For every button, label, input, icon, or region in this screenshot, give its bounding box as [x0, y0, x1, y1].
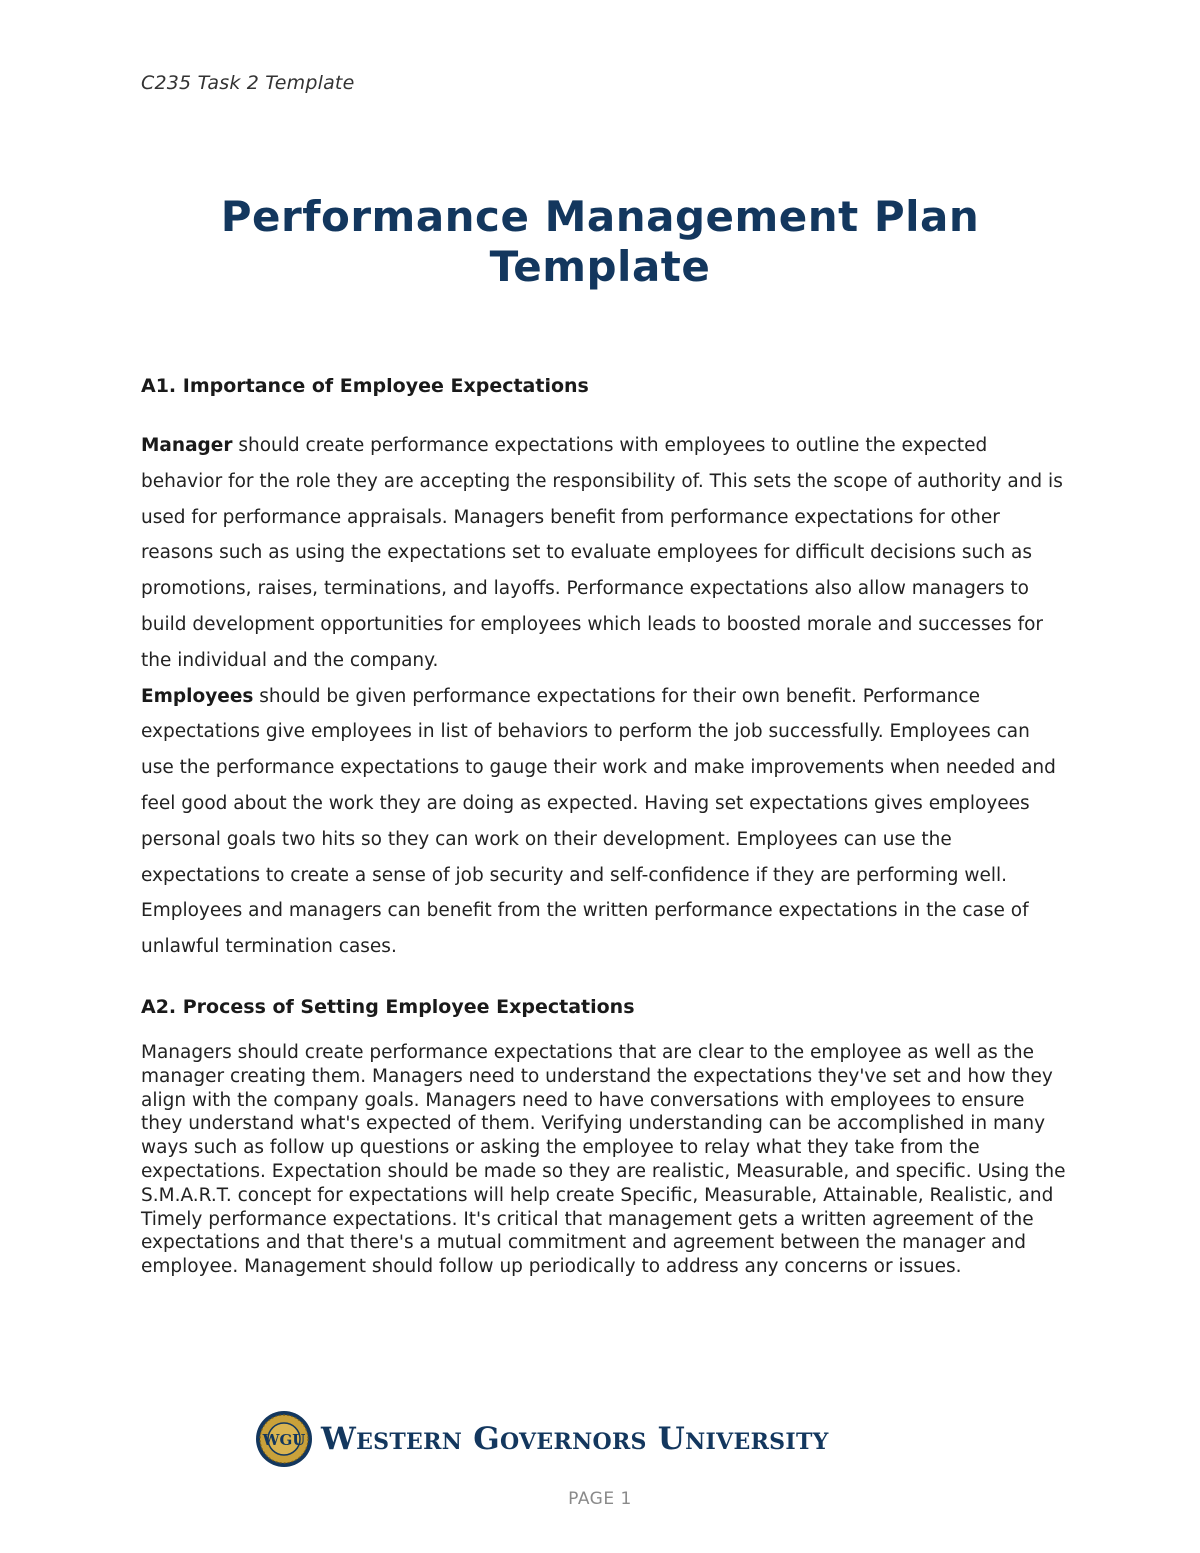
- page-title-line-2: Template: [489, 242, 711, 291]
- section-heading-a1: A1. Importance of Employee Expectations: [141, 375, 589, 397]
- section-heading-a2: A2. Process of Setting Employee Expectations: [141, 996, 635, 1018]
- paragraph-process: Managers should create performance expectations that are clear to the employee as well as the manager creating them. Managers need to understand the expectations they've set and how they align with the company goals. Managers need to have conversations with employees to ensure they understand what's expected of them. Verifying understanding can be accomplished in many ways such as follow up questions or asking the employee to relay what they take from the expectations. Expectation should be made so they are realistic, Measurable, and specific. Using the S.M.A.R.T. concept for expectations will help create Specific, Measurable, Attainable, Realistic, and Timely performance expectations. It's critical that management gets a written agreement of the expectations and that there's a mutual commitment and agreement between the manager and employee. Management should follow up periodically to address any concerns or issues.: [141, 1042, 1066, 1278]
- running-header: C235 Task 2 Template: [141, 72, 355, 94]
- page-title: [100, 192, 1100, 292]
- paragraph-manager: [141, 428, 1066, 679]
- university-seal-icon: [255, 1410, 313, 1468]
- page-number: PAGE 1: [568, 1489, 632, 1509]
- paragraph-lead-manager: Manager: [141, 435, 233, 456]
- university-wordmark: Western Governors University: [321, 1421, 829, 1457]
- page-title-line-1: Performance Management Plan: [220, 192, 980, 241]
- paragraph-employees: [141, 679, 1066, 965]
- paragraph-text-manager: should create performance expectations with employees to outline the expected behavior for the role they are accepting the responsibility of. This sets the scope of authority and is used for performance appraisals. Managers benefit from performance expectations for other reasons such as using the expectations set to evaluate employees for difficult decisions such as promotions, raises, terminations, and layoffs. Performance expectations also allow managers to build development opportunities for employees which leads to boosted morale and successes for the individual and the company.: [141, 435, 1063, 671]
- section-body-a1: [141, 428, 1066, 965]
- paragraph-text-employees: should be given performance expectations for their own benefit. Performance expectations give employees in list of behaviors to perform the job successfully. Employees can use the performance expectations to gauge their work and make improvements when needed and feel good about the work they are doing as expected. Having set expectations gives employees personal goals two hits so they can work on their development. Employees can use the expectations to create a sense of job security and self-confidence if they are performing well. Employees and managers can benefit from the written performance expectations in the case of unlawful termination cases.: [141, 685, 1056, 958]
- university-logo: [255, 1410, 829, 1468]
- paragraph-lead-employees: Employees: [141, 685, 254, 707]
- seal-monogram: WGU: [262, 1431, 306, 1449]
